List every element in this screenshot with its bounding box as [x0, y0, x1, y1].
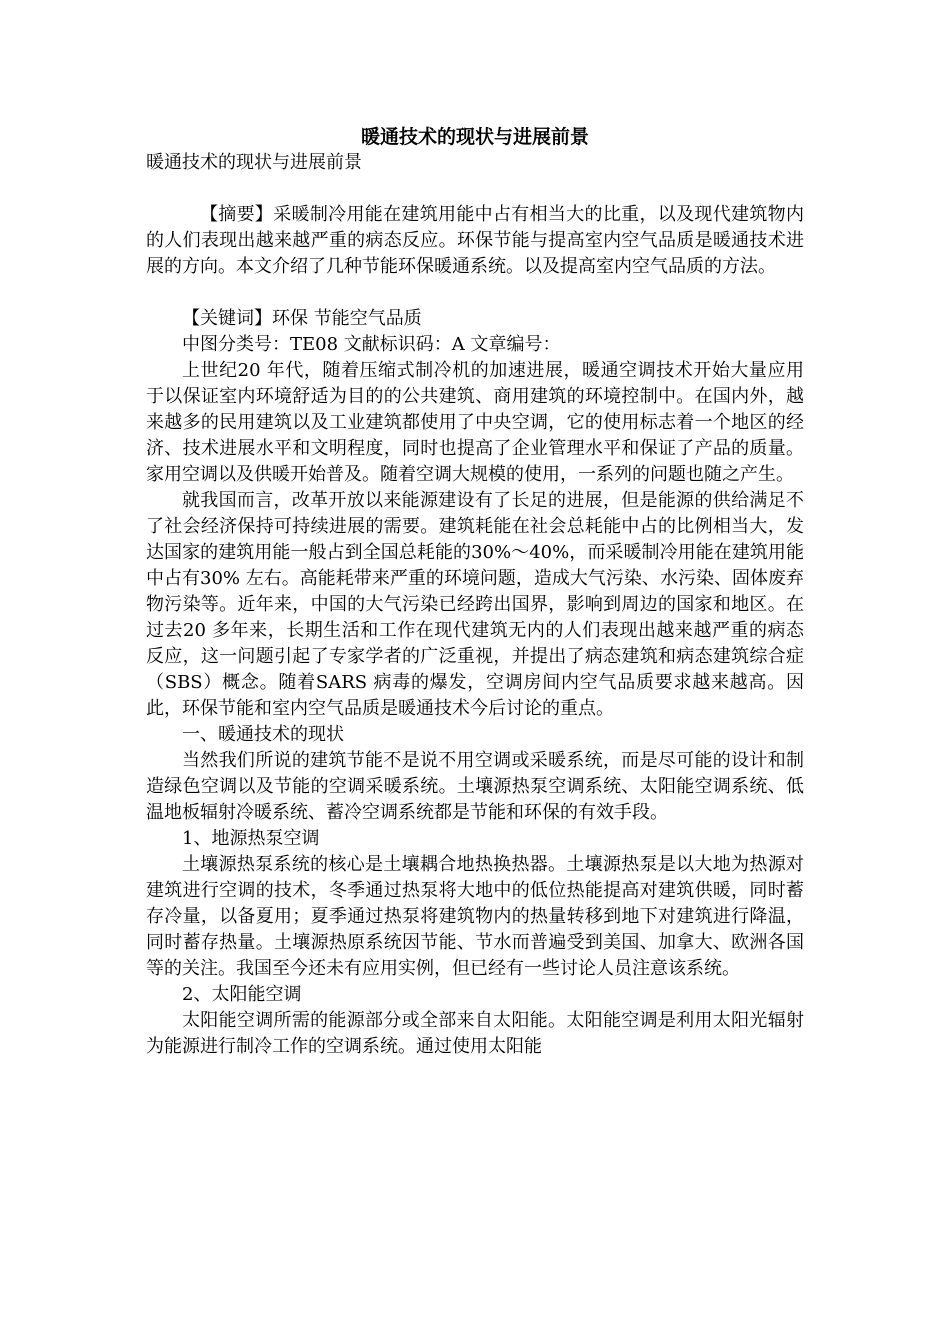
body-paragraph: 当然我们所说的建筑节能不是说不用空调或采暖系统，而是尽可能的设计和制造绿色空调以及节能的空调采暖系统。土壤源热泵空调系统、太阳能空调系统、低温地板辐射冷暖系统、蓄冷空调系统都是节能和环保的有效手段。 — [146, 750, 804, 823]
subsection-heading: 2、太阳能空调 — [182, 984, 302, 1005]
document-body — [146, 150, 804, 1060]
section-heading: 一、暖通技术的现状 — [182, 724, 344, 745]
body-paragraph: 就我国而言，改革开放以来能源建设有了长足的进展，但是能源的供给满足不了社会经济保持可持续进展的需要。建筑耗能在社会总耗能中占的比例相当大，发达国家的建筑用能一般占到全国总耗能的30%～40%，而采暖制冷用能在建筑用能中占有30% 左右。高能耗带来严重的环境问题，造成大气污染、水污染、固体废弃物污染等。近年来，中国的大气污染已经跨出国界，影响到周边的国家和地区。在过去20 多年来，长期生活和工作在现代建筑无内的人们表现出越来越严重的病态反应，这一问题引起了专家学者的广泛重视，并提出了病态建筑和病态建筑综合症（SBS）概念。随着SARS 病毒的爆发，空调房间内空气品质要求越来越高。因此，环保节能和室内空气品质是暖通技术今后讨论的重点。 — [146, 490, 804, 719]
blank-line — [146, 280, 804, 306]
blank-line — [146, 176, 804, 202]
body-paragraph: 太阳能空调所需的能源部分或全部来自太阳能。太阳能空调是利用太阳光辐射为能源进行制冷工作的空调系统。通过使用太阳能 — [146, 1010, 804, 1057]
keywords-line: 【关键词】环保 节能空气品质 — [182, 308, 422, 329]
document-subtitle: 暖通技术的现状与进展前景 — [146, 152, 362, 173]
classification-line: 中图分类号：TE08 文献标识码：A 文章编号： — [182, 334, 561, 355]
subsection-heading: 1、地源热泵空调 — [182, 828, 320, 849]
body-paragraph: 土壤源热泵系统的核心是土壤耦合地热换热器。土壤源热泵是以大地为热源对建筑进行空调的技术，冬季通过热泵将大地中的低位热能提高对建筑供暖，同时蓄存冷量，以备夏用；夏季通过热泵将建筑物内的热量转移到地下对建筑进行降温，同时蓄存热量。土壤源热原系统因节能、节水而普遍受到美国、加拿大、欧洲各国等的关注。我国至今还未有应用实例，但已经有一些讨论人员注意该系统。 — [146, 854, 804, 979]
abstract-paragraph: 【摘要】采暖制冷用能在建筑用能中占有相当大的比重，以及现代建筑物内的人们表现出越来越严重的病态反应。环保节能与提高室内空气品质是暖通技术进展的方向。本文介绍了几种节能环保暖通系统。以及提高室内空气品质的方法。 — [146, 204, 804, 277]
document-title: 暖通技术的现状与进展前景 — [360, 126, 589, 148]
body-paragraph: 上世纪20 年代，随着压缩式制冷机的加速进展，暖通空调技术开始大量应用于以保证室内环境舒适为目的的公共建筑、商用建筑的环境控制中。在国内外，越来越多的民用建筑以及工业建筑都使用了中央空调，它的使用标志着一个地区的经济、技术进展水平和文明程度，同时也提高了企业管理水平和保证了产品的质量。家用空调以及供暖开始普及。随着空调大规模的使用，一系列的问题也随之产生。 — [146, 360, 804, 485]
